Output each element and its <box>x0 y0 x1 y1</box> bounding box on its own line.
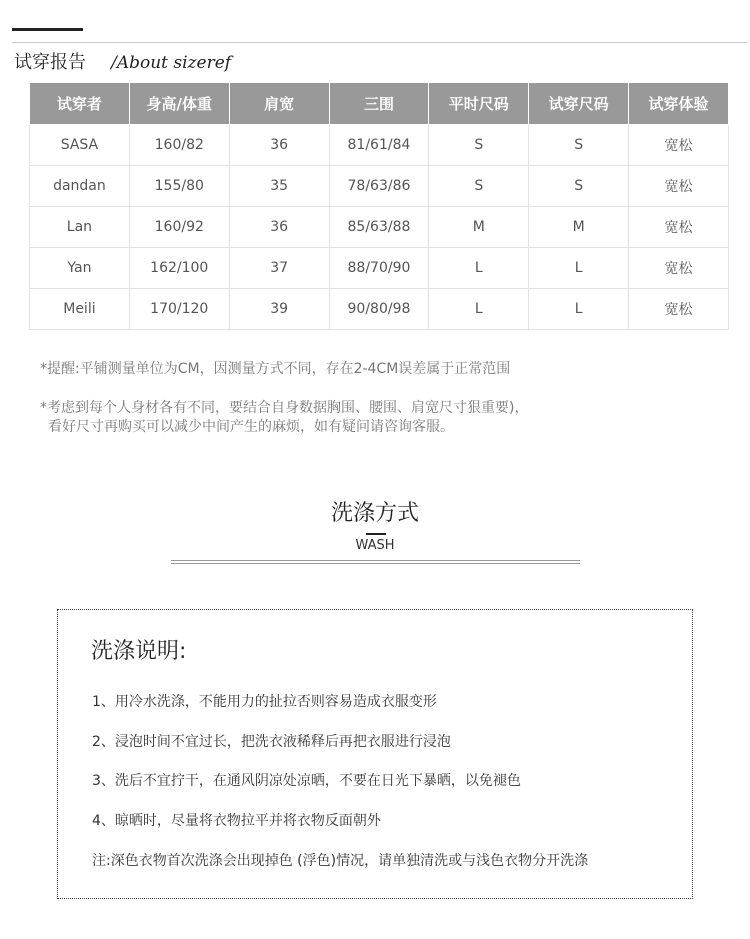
wash-instruction-item: 2、浸泡时间不宜过长，把洗衣液稀释后再把衣服进行浸泡 <box>92 734 451 750</box>
table-cell: 宽松 <box>629 166 729 207</box>
header-cell: 试穿者 <box>30 83 130 125</box>
table-cell: 90/80/98 <box>329 289 429 330</box>
table-cell: S <box>429 166 529 207</box>
wash-heading-dash <box>366 533 386 535</box>
header-cell: 肩宽 <box>229 83 329 125</box>
size-advice-note-line1: *考虑到每个人身材各有不同，要结合自身数据胸围、腰围、肩宽尺寸狠重要)， <box>40 400 529 416</box>
table-cell: SASA <box>30 125 130 166</box>
table-cell: S <box>529 166 629 207</box>
table-cell: 35 <box>229 166 329 207</box>
wash-subheading: WASH <box>355 538 395 553</box>
table-cell: 36 <box>229 207 329 248</box>
table-cell: 宽松 <box>629 289 729 330</box>
table-header-row <box>30 83 729 125</box>
table-cell: 宽松 <box>629 248 729 289</box>
table-cell: L <box>429 289 529 330</box>
size-table <box>29 82 729 330</box>
table-row <box>30 125 729 166</box>
header-cell: 试穿尺码 <box>529 83 629 125</box>
table-cell: 170/120 <box>129 289 229 330</box>
header-cell: 试穿体验 <box>629 83 729 125</box>
wash-box-title: 洗涤说明: <box>91 639 187 664</box>
wash-instruction-item: 4、晾晒时，尽量将衣物拉平并将衣物反面朝外 <box>92 813 381 829</box>
header-cell: 平时尺码 <box>429 83 529 125</box>
size-advice-note-line2: 看好尺寸再购买可以减少中间产生的麻烦，如有疑问请咨询客服。 <box>48 419 454 435</box>
top-divider <box>12 42 747 43</box>
wash-instruction-item: 3、洗后不宜拧干，在通风阴凉处凉晒，不要在日光下暴晒，以免褪色 <box>92 773 521 789</box>
table-cell: L <box>429 248 529 289</box>
table-cell: 39 <box>229 289 329 330</box>
table-cell: S <box>429 125 529 166</box>
table-row <box>30 207 729 248</box>
table-row <box>30 289 729 330</box>
table-cell: M <box>529 207 629 248</box>
table-cell: 160/92 <box>129 207 229 248</box>
size-report-title <box>14 50 231 76</box>
wash-divider <box>171 560 580 564</box>
wash-heading: 洗涤方式 <box>330 501 419 526</box>
table-cell: 36 <box>229 125 329 166</box>
size-report-title-en: /About sizeref <box>111 53 232 73</box>
table-row <box>30 248 729 289</box>
table-cell: Lan <box>30 207 130 248</box>
table-row <box>30 166 729 207</box>
table-cell: 81/61/84 <box>329 125 429 166</box>
table-cell: 85/63/88 <box>329 207 429 248</box>
header-cell: 三围 <box>329 83 429 125</box>
wash-instructions-box <box>57 609 693 899</box>
table-cell: dandan <box>30 166 130 207</box>
table-cell: S <box>529 125 629 166</box>
table-cell: L <box>529 289 629 330</box>
wash-instruction-item: 1、用冷水洗涤，不能用力的扯拉否则容易造成衣服变形 <box>92 694 437 710</box>
table-cell: Yan <box>30 248 130 289</box>
table-cell: 160/82 <box>129 125 229 166</box>
measurement-note: *提醒:平铺测量单位为CM，因测量方式不同，存在2-4CM误差属于正常范围 <box>40 361 511 377</box>
table-cell: 162/100 <box>129 248 229 289</box>
top-accent-bar <box>12 28 83 31</box>
size-report-title-zh: 试穿报告 <box>14 52 86 73</box>
table-cell: Meili <box>30 289 130 330</box>
table-cell: 37 <box>229 248 329 289</box>
wash-dark-color-note: 注:深色衣物首次洗涤会出现掉色 (浮色)情况，请单独清洗或与浅色衣物分开洗涤 <box>92 853 589 869</box>
table-cell: M <box>429 207 529 248</box>
table-cell: L <box>529 248 629 289</box>
table-cell: 88/70/90 <box>329 248 429 289</box>
table-cell: 宽松 <box>629 125 729 166</box>
table-cell: 155/80 <box>129 166 229 207</box>
table-cell: 宽松 <box>629 207 729 248</box>
header-cell: 身高/体重 <box>129 83 229 125</box>
table-cell: 78/63/86 <box>329 166 429 207</box>
